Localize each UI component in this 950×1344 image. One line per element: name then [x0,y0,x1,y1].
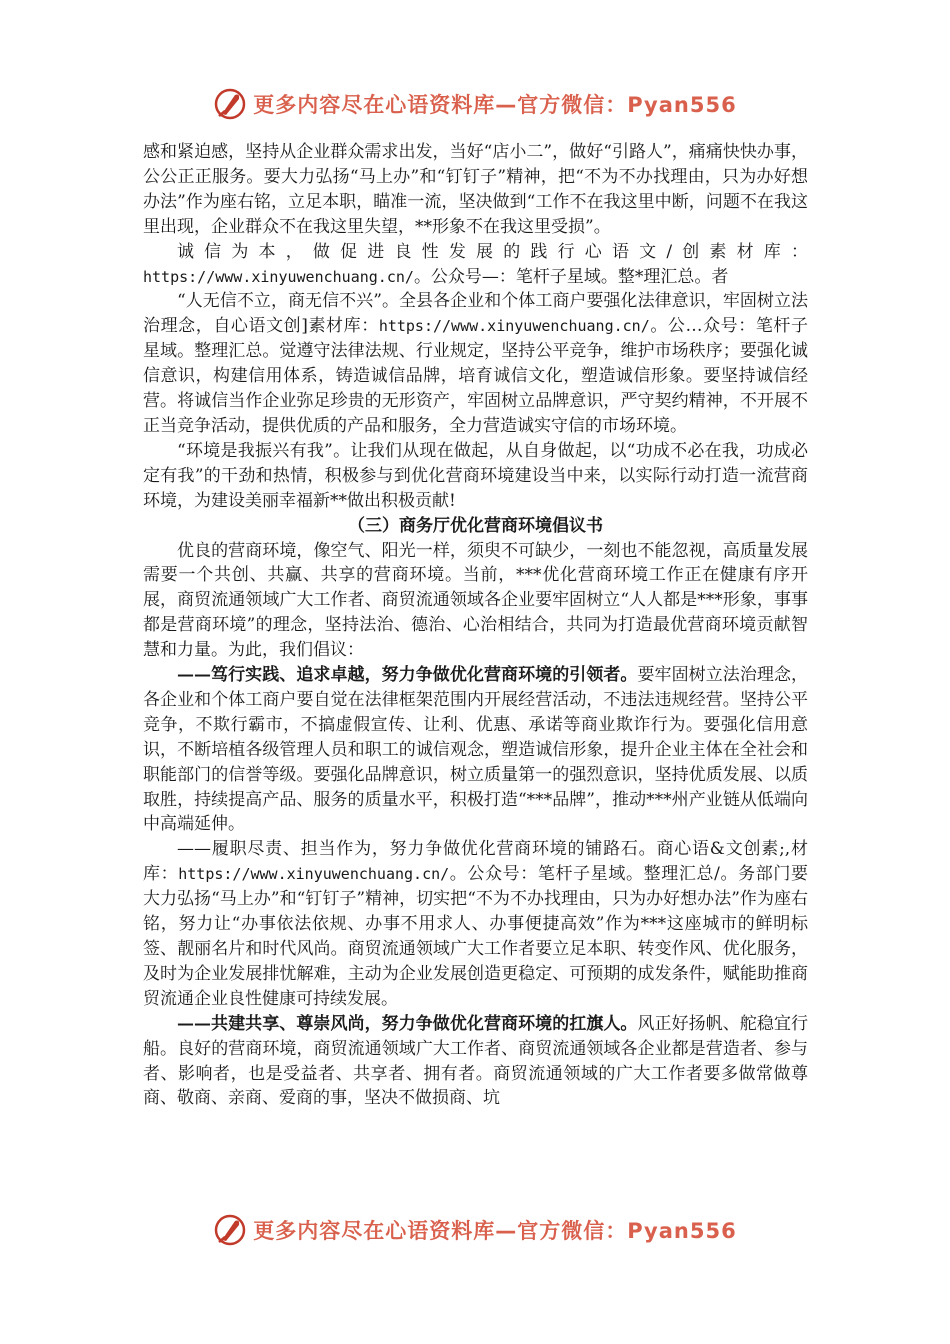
url-text: https://www.xinyuwenchuang.cn/ [143,267,414,286]
paragraph-text: 要牢固树立法治理念，各企业和个体工商户要自觉在法律框架范围内开展经营活动，不违法违规经营。坚持公平竞争，不欺行霸市，不搞虚假宣传、让利、优惠、承诺等商业欺诈行为。要强化信用意识，不断培植各级管理人员和职工的诚信观念，塑造诚信形象，提升企业主体在全社会和职能部门的信誉等级。要强化品牌意识，树立质量第一的强烈意识，坚持优质发展、以质取胜，持续提高产品、服务的质量水平，积极打造“***品牌”，推动***州产业链从低端向中高端延伸。 [143,665,808,835]
paragraph [143,663,808,837]
paragraph [143,1012,808,1112]
section-heading: （三）商务厅优化营商环境倡议书 [348,515,603,536]
paragraph [143,837,808,1011]
url-text: https://www.xinyuwenchuang.cn/ [178,865,450,884]
paragraph [143,289,808,438]
initiative-title: ——共建共享、尊崇风尚，努力争做优化营商环境的扛旗人。 [177,1013,638,1034]
paragraph: 感和紧迫感，坚持从企业群众需求出发，当好“店小二”，做好“引路人”，痛痛快快办事，公公正正服务。要大力弘扬“马上办”和“钉钉子”精神，把“不为不办找理由，只为办好想办法”作为座右铭，立足本职，瞄准一流，坚决做到“工作不在我这里中断，问题不在我这里出现，企业群众不在我这里失望，**形象不在我这里受损”。 [143,142,808,237]
paragraph-text: ——履职尽责、担当作为，努力争做优化营商环境的铺路石。商心语&文创素;,材库： [143,839,808,885]
paragraph-text: 。公…众号：笔杆子星域。整理汇总。觉遵守法律法规、行业规定，坚持公平竞争，维护市场秩序；要强化诚信意识，构建信用体系，铸造诚信品牌，培育诚信文化，塑造诚信形象。要坚持诚信经营。将诚信当作企业弥足珍贵的无形资产，牢固树立品牌意识，严守契约精神，不开展不正当竞争活动，提供优质的产品和服务，全力营造诚实守信的市场环境。 [143,316,809,436]
paragraph-text: 。公众号：笔杆子星域。整理汇总/。务部门要大力弘扬“马上办”和“钉钉子”精神，切实把“不为不办找理由，只为办好想办法”作为座右铭，努力让“办事依法依规、办事不用求人、办事便捷高效”作为***这座城市的鲜明标签、靓丽名片和时代风尚。商贸流通领域广大工作者要立足本职、转变作风、优化服务，及时为企业发展排忧解难，主动为企业发展创造更稳定、可预期的成发条件，赋能助推商贸流通企业良性健康可持续发展。 [143,864,808,1009]
quill-pen-logo-icon [213,1213,247,1247]
footer-banner [0,1210,950,1250]
banner-text: 更多内容尽在心语资料库—官方微信：Pyan556 [253,93,737,117]
paragraph-text: “人无信不立，商无信不兴”。全县各企业和个体工商户要强化法律意识，牢固树立法治理念，自心语文创]素材库： [143,291,808,337]
quill-pen-logo-icon [213,87,247,121]
document-body [143,140,808,1111]
paragraph-text: 。公众号—：笔杆子星域。整*理汇总。者 [413,266,729,287]
paragraph [143,240,808,290]
paragraph-text: 诚信为本，做促进良性发展的践行心语文/创素材库： [177,241,808,262]
paragraph: “环境是我振兴有我”。让我们从现在做起，从自身做起，以“功成不必在我，功成必定有我”的干劲和热情，积极参与到优化营商环境建设当中来，以实际行动打造一流营商环境，为建设美丽幸福新**做出积极贡献! [143,440,808,511]
banner-text: 更多内容尽在心语资料库—官方微信：Pyan556 [253,1219,737,1243]
paragraph: 优良的营商环境，像空气、阳光一样，须臾不可缺少，一刻也不能忽视，高质量发展需要一个共创、共赢、共享的营商环境。当前，***优化营商环境工作正在健康有序开展，商贸流通领域广大工作者、商贸流通领域各企业要牢固树立“人人都是***形象，事事都是营商环境”的理念，坚持法治、德治、心治相结合，共同为打造最优营商环境贡献智慧和力量。为此，我们倡议： [143,540,808,661]
initiative-title: ——笃行实践、追求卓越，努力争做优化营商环境的引领者。 [177,665,638,686]
url-text: https://www.xinyuwenchuang.cn/ [378,317,650,336]
header-banner [0,84,950,124]
paragraph-text: 风正好扬帆、舵稳宜行船。良好的营商环境，商贸流通领域广大工作者、商贸流通领域各企业都是营造者、参与者、影响者，也是受益者、共享者、拥有者。商贸流通领域的广大工作者要多做常做尊商、敬商、亲商、爱商的事，坚决不做损商、坑 [143,1013,808,1109]
